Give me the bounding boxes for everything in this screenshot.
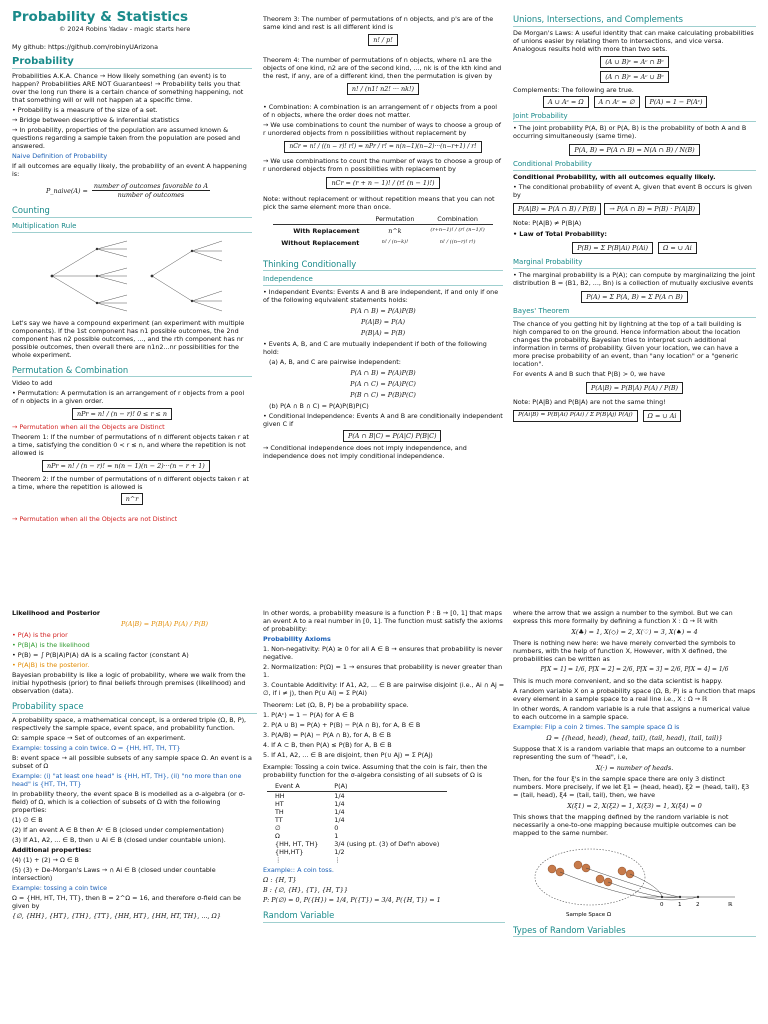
table-header: Event A — [267, 781, 326, 792]
column-3 — [513, 14, 756, 590]
demorgan-eq: (A ∩ B)ᶜ = Aᶜ ∪ Bᶜ — [600, 71, 669, 83]
table-row — [267, 800, 447, 808]
naive-formula-den: number of outcomes — [117, 191, 185, 200]
table-row — [267, 832, 447, 840]
column-4 — [12, 608, 257, 1020]
table-cell: 1 — [334, 832, 339, 840]
table-cell: Ω — [275, 832, 280, 840]
px-eq: P[X = 1] = 1/6, P[X = 2] = 2/6, P[X = 3] = 2/6, P[X = 4] = 1/6 — [540, 666, 729, 673]
total-formula-2: Ω = ∪ Ai — [658, 242, 697, 254]
cond-note: Note: P(A|B) ≠ P(B|A) — [513, 219, 582, 227]
perm-not-distinct: → Permutation when all the Objects are not Distinct — [12, 515, 178, 524]
naive-def-text: If all outcomes are equally likely, the probability of an event A happening is: — [12, 162, 247, 179]
cond-formula: P(A|B) = P(A ∩ B) / P(B) — [513, 203, 601, 215]
add5: (5) (3) + De-Morgan's Laws → ∩ Ai ∈ B (closed under countable intersection) — [12, 865, 216, 882]
indep-eq: P(A|B) = P(A) — [360, 317, 406, 326]
table-row — [267, 808, 447, 816]
table-row — [267, 840, 447, 848]
table-row — [267, 824, 447, 832]
comb-def: • Combination: A combination is an arrangement of r objects from a pool of n objects, where the order does not matter. — [263, 103, 498, 119]
marginal-heading: Marginal Probability — [513, 258, 756, 269]
comb-rep-formula: nCr = (r + n − 1)! / (r! (n − 1)!) — [326, 177, 439, 189]
theorem-item: 4. If A ⊂ B, then P(A) ≤ P(B) for A, B ∈ B — [263, 741, 392, 749]
page-title: Probability & Statistics — [12, 10, 189, 25]
arrow-text: where the arrow that we assign a number to the symbol. But we can express this more formally by defining a function X : Ω → ℝ with — [513, 609, 733, 625]
thm3-formula: n! / p! — [368, 34, 398, 46]
complement-eq: A ∩ Aᶜ = ∅ — [594, 96, 640, 108]
bayes-formula-3: Ω = ∪ Ai — [643, 410, 682, 422]
table-header: P(A) — [326, 781, 447, 792]
rv-heading: Random Variable — [263, 910, 505, 923]
theorem-item: 3. P(A/B) = P(A) − P(A ∩ B), for A, B ∈ B — [263, 731, 391, 739]
flip-example: Example: Flip a coin 2 times. The sample space Ω is — [513, 722, 680, 731]
thm4: Theorem 4: The number of permutations of n objects, where n1 are the objects of one kind, n2 are of the second kind, ..., nk is of the kth kind and the rest, if any, are of a different kind, then the permutation is given by — [263, 56, 502, 80]
table-cell: {HH,HT} — [275, 848, 304, 856]
prob-bullet: • Probability is a measure of the size of a set. — [12, 106, 158, 115]
cond-text2: • The conditional probability of event A, given that event B occurs is given by — [513, 183, 752, 199]
cond-formula-2: → P(A ∩ B) = P(B) · P(A|B) — [604, 203, 700, 215]
rv-def: A random variable X on a probability space (Ω, B, P) is a function that maps every element in a sample space to a real line i.e., X : Ω → ℝ — [513, 686, 756, 703]
suppose: Suppose that X is a random variable that maps an outcome to a number representing the sum of "head", i.e, — [513, 744, 746, 761]
pairwise-eq: P(A ∩ C) = P(A)P(C) — [350, 379, 416, 388]
toss-omega: Ω : {H, T} — [263, 876, 297, 884]
column-1 — [12, 10, 252, 590]
event-example: Example: (i) "at least one head" is {HH, HT, TH}, (ii) "no more than one head" is {HT, TH, TT} — [12, 771, 242, 788]
space-heading: Probability space — [12, 701, 257, 714]
indep-heading: Independence — [263, 275, 503, 286]
joint-heading: Joint Probability — [513, 112, 756, 123]
table-cell: 0 — [334, 824, 339, 832]
table-cell: {HH, HT, TH} — [275, 840, 319, 848]
thinking-heading: Thinking Conditionally — [263, 259, 503, 272]
table-row — [273, 237, 492, 249]
table-cell: 3/4 (using pt. (3) of Def'n above) — [334, 840, 440, 848]
cond-indep: • Conditional Independence: Events A and B are conditionally independent given C if — [263, 411, 503, 428]
complements: Complements: The following are true. — [513, 85, 634, 94]
bayes-colored-formula — [72, 620, 257, 628]
note-text: Note: without replacement or without repetition means that you can not pick the same element more than once. — [263, 194, 495, 211]
column-5 — [263, 608, 505, 1020]
pairwise: (a) A, B, and C are pairwise independent: — [269, 357, 401, 366]
mapping: This shows that the mapping defined by the random variable is not necessarily a one-to-one mapping because multiple outcomes can be mapped to the same number. — [513, 812, 736, 837]
prior-text: • P(A) is the prior — [12, 631, 68, 639]
marginal-formula: P(A) = Σ P(A, B) = Σ P(A ∩ B) — [581, 291, 688, 303]
suits-eq: X(♣) = 1, X(◇) = 2, X(♡) = 3, X(♠) = 4 — [571, 628, 698, 636]
tree-diagram — [32, 235, 232, 317]
probability-heading: Probability — [12, 56, 252, 70]
bayes-text: The chance of you getting hit by lightning at the top of a tall building is high compared to on the ground. Hence information about the location changes the probability. Bayesian tries to interpret such additional information in terms of probability. Given your location, we can have a more precise probability of an event, than "any location" or a "generic location". — [513, 319, 742, 368]
mutual-indep: • Events A, B, and C are mutually independent if both of the following hold: — [263, 339, 487, 356]
column-2 — [263, 14, 503, 590]
axioms-heading: Probability Axioms — [263, 635, 331, 643]
table-cell: n^k — [388, 226, 402, 235]
cond-indep-note: → Conditional independence does not imply independence, and independence does not imply conditional independence. — [263, 443, 467, 460]
table-row — [267, 792, 447, 801]
additional: Additional properties: — [12, 845, 92, 854]
axiom-1: 1. Non-negativity: P(A) ≥ 0 for all A ∈ B → ensures that probability is never negative. — [263, 645, 503, 661]
figure-label: Sample Space Ω — [565, 911, 611, 918]
joint-formula: P(A, B) = P(A ∩ B) = N(A ∩ B) / N(B) — [569, 144, 699, 156]
toss-example: Example:: A coin toss. — [263, 866, 334, 874]
demorgan-eq: (A ∪ B)ᶜ = Aᶜ ∩ Bᶜ — [600, 56, 669, 68]
omega-text: Ω: sample space → Set of outcomes of an experiment. — [12, 733, 186, 742]
complement-eq: P(A) = 1 − P(Aᶜ) — [645, 96, 708, 108]
pairwise-eq: P(A ∩ B) = P(A)P(B) — [350, 368, 416, 377]
theorem: Theorem: Let (Ω, B, P) be a probability space. — [263, 701, 409, 709]
axis-label: ℝ — [727, 901, 732, 908]
cond-text1: Conditional Probability, with all outcomes equally likely. — [513, 173, 716, 181]
toss-b: B : {∅, {H}, {T}, {H, T}} — [263, 886, 348, 894]
axiom-2: 2. Normalization: P(Ω) = 1 → ensures that probability is never greater than 1. — [263, 663, 503, 679]
comb-use: → We use combinations to count the number of ways to choose a group of r unordered objects from n possibilities without replacement by — [263, 121, 501, 137]
prop2: (2) If an event A ∈ B then Aᶜ ∈ B (closed under complementation) — [12, 825, 224, 834]
theorem-item: 1. P(Aᶜ) = 1 − P(A) for A ∈ B — [263, 711, 355, 719]
total-formula: P(B) = Σ P(B|Ai) P(Ai) — [572, 242, 653, 254]
space-text: A probability space, a mathematical concept, is a ordered triple (Ω, B, P), respectively the sample space, event space, and probability function. — [12, 715, 247, 732]
thm1-formula: nPr = n! / (n − r)! = n(n − 1)(n − 2)···(n − r + 1) — [42, 460, 210, 472]
perm-comb-heading: Permutation & Combination — [12, 365, 252, 378]
table-cell: ⋮ — [275, 856, 282, 864]
ex-coin: Example: tossing a coin twice — [12, 883, 108, 892]
table-cell: 1/4 — [334, 816, 345, 824]
table-row — [267, 856, 447, 864]
posterior-text: • P(A|B) is the posterior. — [12, 661, 90, 669]
naive-formula — [46, 182, 252, 199]
unions-heading: Unions, Intersections, and Complements — [513, 14, 756, 27]
toss-p: P: P(∅) = 0, P({H}) = 1/4, P({T}) = 3/4, P({H, T}) = 1 — [263, 896, 441, 904]
then-text: Then, for the four ξ's in the sample space there are only 3 distinct numbers. More precisely, if we let ξ1 = (head, head), ξ2 = (head, tail), ξ3 = (tail, head), ξ4 = (tail, tail), then, we have — [513, 774, 750, 799]
prob-bridge: → Bridge between descriptive & inferential statistics — [12, 116, 180, 125]
table-cell: HT — [275, 800, 284, 808]
prior — [12, 631, 257, 639]
nothing-new: There is nothing new here: we have merely converted the symbols to numbers, with the help of function X, However, with X defined, the probabilities can be written as — [513, 639, 736, 663]
prob-intro: Probabilities A.K.A. Chance → How likely something (an event) is to happen? Probabilities ARE NOT Guarantees! → Probability tells you that over the long run there is a certain chance of something happening, not that something will or will not happen at a specific time. — [12, 72, 244, 105]
copyright: © 2024 Robins Yadav - magic starts here — [59, 24, 191, 33]
table-cell: ∅ — [275, 824, 281, 832]
flip-omega: Ω = {(head, head), (head, tail), (tail, head), (tail, tail)} — [546, 733, 723, 742]
thm2: Theorem 2: If the number of permutations of n different objects taken r at a time, where the repetition is allowed is — [12, 475, 249, 492]
mult-rule-heading: Multiplication Rule — [12, 222, 252, 233]
event-table — [267, 781, 447, 864]
complement-eq: A ∪ Aᶜ = Ω — [543, 96, 589, 108]
demorgan: De Morgan's Laws: A useful identity that can make calculating probabilities of unions easier by relating them to intersections, and vice versa. Analogous results hold with more than two sets. — [513, 28, 754, 53]
add4: (4) (1) + (2) → Ω ∈ B — [12, 855, 79, 864]
convenient: This is much more convenient, and so the data scientist is happy. — [513, 676, 723, 685]
axis-label: 2 — [695, 901, 699, 908]
perm-distinct: → Permutation when all the Objects are Distinct — [12, 423, 165, 432]
table-cell: n! / (n−k)! — [381, 239, 409, 246]
github-link[interactable]: My github: https://github.com/robinyUArizona — [12, 42, 158, 51]
event-space: B: event space → all possible subsets of any sample space Ω. An event is a subset of Ω — [12, 753, 252, 770]
joint-text: • The joint probability P(A, B) or P(A, B) is the probability of both A and B occurring simultaneously (same time). — [513, 124, 747, 141]
thm3: Theorem 3: The number of permutations of n objects, and p's are of the same kind and rest is all different kind is — [263, 15, 494, 31]
bayes-formula: P(A|B) = P(B|A) P(A) / P(B) — [586, 382, 683, 394]
perm-formula: nPr = n! / (n − r)! 0 ≤ r ≤ n — [72, 408, 172, 420]
xi-eq: X(ξ1) = 2, X(ξ2) = 1, X(ξ3) = 1, X(ξ4) = 0 — [567, 801, 702, 810]
naive-formula-num: number of outcomes favorable to A — [93, 182, 208, 191]
ex-coin3: {∅, {HH}, {HT}, {TH}, {TT}, {HH, HT}, {HH, HT, TH}, ..., Ω} — [12, 911, 221, 920]
theorem-item: 5. If A1, A2, ... ∈ B are disjoint, then P(∪ Aj) = Σ P(Aj) — [263, 751, 433, 759]
video-link[interactable]: Video to add — [12, 379, 53, 388]
triple: (b) P(A ∩ B ∩ C) = P(A)P(B)P(C) — [269, 401, 369, 410]
table-row — [273, 224, 492, 237]
x-def: X(·) = number of heads. — [595, 763, 674, 772]
comb-formula: nCr = n! / ((n − r)! r!) = nPr / r! = n(n−1)(n−2)···(n−r+1) / r! — [284, 141, 481, 153]
table-cell: 1/2 — [334, 848, 345, 856]
bayes-logic: Bayesian probability is like a logic of probability, where we walk from the initial hypothesis (prior) to final beliefs through premises (likelihood) and observation (data). — [12, 671, 246, 695]
naive-def-link[interactable]: Naive Definition of Probability — [12, 152, 108, 161]
table-cell: 1/4 — [334, 792, 345, 800]
table-cell: 1/4 — [334, 808, 345, 816]
table-cell: TH — [275, 808, 284, 816]
thm4-formula: n! / (n1! n2! ··· nk!) — [347, 83, 419, 95]
indep-eq: P(B|A) = P(B) — [360, 328, 406, 337]
cond-indep-formula: P(A ∩ B|C) = P(A|C) P(B|C) — [343, 430, 441, 442]
thm2-formula: n^r — [121, 493, 144, 505]
indep-events: • Independent Events: Events A and B are independent, if and only if one of the following equivalent statements holds: — [263, 287, 499, 304]
prop3: (3) If A1, A2, ... ∈ B, then ∪ Ai ∈ B (closed under countable union). — [12, 835, 226, 844]
mult-rule-text: Let's say we have a compound experiment (an experiment with multiple components). If the 1st component has n1 possible outcomes, the 2nd component has n2 possible outcomes, ..., and the rth component has nr possible outcomes, then overall there are n1n2...nr possibilities for the whole experiment. — [12, 318, 245, 359]
marginal-text: • The marginal probability is a P(A); can compute by marginalizing the joint distribution B = (B1, B2, ..., Bn) is a collection of mutually exclusive events — [513, 270, 756, 287]
table-header: Combination — [422, 214, 492, 225]
table-cell: 1/4 — [334, 800, 345, 808]
table-cell: Without Replacement — [281, 238, 360, 247]
omega-example: Example: tossing a coin twice. Ω = {HH, HT, TH, TT} — [12, 743, 181, 752]
table-header: Permutation — [367, 214, 422, 225]
likelihood-heading: Likelihood and Posterior — [12, 609, 100, 617]
example-text: Example: Tossing a coin twice. Assuming that the coin is fair, then the probability function for the σ-algebra consisting of all subsets of Ω is — [263, 763, 488, 779]
theorem-item: 2. P(A ∪ B) = P(A) + P(B) − P(A ∩ B), for A, B ∈ B — [263, 721, 421, 729]
sigma-text: In probability theory, the event space B is modelled as a σ-algebra (or σ-field) of Ω, which is a collection of subsets of Ω with the following properties: — [12, 789, 246, 814]
measure-text: In other words, a probability measure is a function P : B → [0, 1] that maps an event A to a real number in [0, 1]. The function must satisfy the axioms of probability: — [263, 609, 503, 633]
likelihood — [12, 641, 257, 649]
posterior — [12, 661, 257, 669]
sample-space-figure — [530, 839, 740, 919]
table-cell: TT — [275, 816, 283, 824]
prop1: (1) ∅ ∈ B — [12, 815, 43, 824]
indep-eq: P(A ∩ B) = P(A)P(B) — [350, 306, 416, 315]
thm1: Theorem 1: If the number of permutations of n different objects taken r at a time, satisfying the condition 0 < r ≤ n, and where the repetition is not allowed is — [12, 433, 249, 458]
bayes-for: For events A and B such that P(B) > 0, we have — [513, 369, 666, 378]
naive-formula-lhs: P_naive(A) = — [46, 186, 88, 195]
prob-population: → In probability, properties of the population are assumed known & questions regarding a sample taken from the population are posed and answered. — [12, 126, 241, 151]
table-row — [267, 848, 447, 856]
rv-words: In other words, A random variable is a rule that assigns a numerical value to each outcome in a sample space. — [513, 704, 750, 721]
likelihood-text: • P(B|A) is the likelihood — [12, 641, 90, 649]
comb-rep-use: → We use combinations to count the number of ways to choose a group of r unordered objects from n possibilities with replacement by — [263, 156, 501, 173]
bayes-note: Note: P(A|B) and P(B|A) are not the same thing! — [513, 397, 666, 406]
bayes-heading: Bayes' Theorem — [513, 307, 756, 318]
types-heading: Types of Random Variables — [513, 925, 756, 938]
perm-def: • Permutation: A permutation is an arrangement of r objects from a pool of n objects in a given order. — [12, 389, 245, 406]
ex-coin2: Ω = {HH, HT, TH, TT}, then B = 2^Ω = 16, and therefore σ-field can be given by — [12, 893, 241, 910]
table-cell: With Replacement — [293, 226, 360, 235]
perm-comb-table — [273, 214, 492, 249]
table-cell: ⋮ — [334, 856, 341, 864]
bayes-colored-text: P(A|B) = P(B|A) P(A) / P(B) — [120, 620, 209, 628]
table-cell: HH — [275, 792, 285, 800]
column-6 — [513, 608, 756, 1020]
total-prob: • Law of Total Probability: — [513, 230, 607, 238]
scaling: • P(B) = ∫ P(B|A)P(A) dA is a scaling factor (constant A) — [12, 651, 189, 659]
table-row — [267, 816, 447, 824]
table-cell: (r+n−1)! / (r! (n−1)!) — [430, 227, 485, 234]
counting-heading: Counting — [12, 205, 252, 218]
bayes-formula-2: P(Ai|B) = P(B|Ai) P(Ai) / Σ P(B|Aj) P(Aj) — [513, 410, 638, 422]
axis-label: 0 — [659, 901, 663, 908]
pairwise-eq: P(B ∩ C) = P(B)P(C) — [350, 390, 416, 399]
table-cell: n! / ((n−r)! r!) — [439, 239, 476, 246]
axis-label: 1 — [677, 901, 681, 908]
axiom-3: 3. Countable Additivity: If A1, A2, ... ∈ B are pairwise disjoint (i.e., Ai ∩ Aj = ∅, if i ≠ j), then P(∪ Ai) = Σ P(Ai) — [263, 681, 505, 697]
table-header — [273, 214, 367, 225]
cond-heading: Conditional Probability — [513, 160, 756, 171]
